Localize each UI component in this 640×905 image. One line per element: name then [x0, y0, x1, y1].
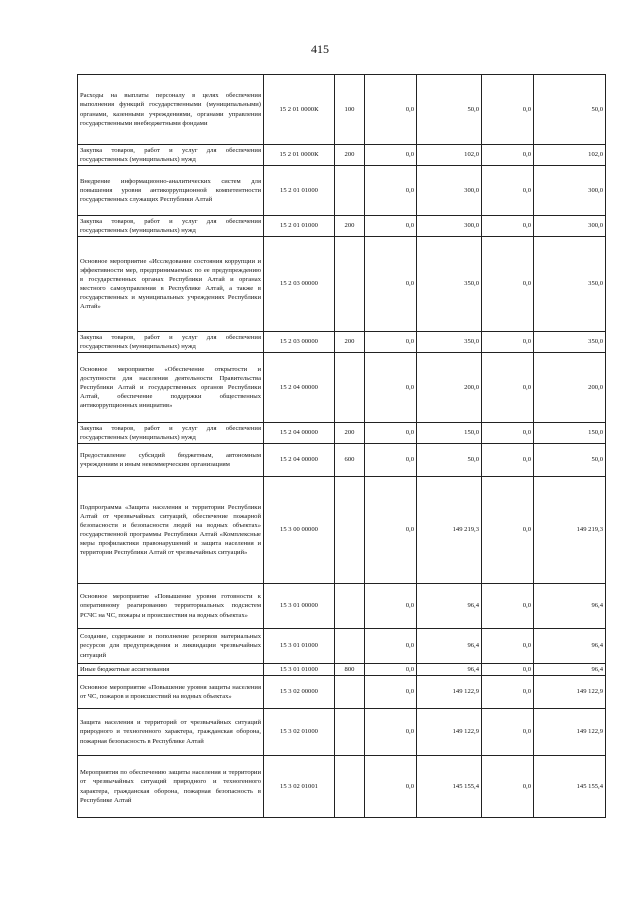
- row-code: 15 2 04 00000: [264, 423, 335, 444]
- row-type: 600: [335, 444, 365, 477]
- table-row: [78, 332, 606, 353]
- row-code: 15 2 01 01000: [264, 216, 335, 237]
- row-name: Основное мероприятие «Повышение уровня готовности к оперативному реагированию территориальных подсистем РСЧС на ЧС, пожары и происшествия на водных объектах»: [78, 584, 264, 629]
- row-value-3: 0,0: [482, 756, 534, 818]
- table-row: [78, 237, 606, 332]
- row-value-3: 0,0: [482, 629, 534, 664]
- row-type: 200: [335, 145, 365, 166]
- row-value-2: 102,0: [417, 145, 482, 166]
- row-value-2: 96,4: [417, 629, 482, 664]
- table-row: [78, 145, 606, 166]
- row-value-2: 350,0: [417, 237, 482, 332]
- row-value-3: 0,0: [482, 353, 534, 423]
- row-value-1: 0,0: [365, 676, 417, 709]
- row-value-4: 149 122,9: [534, 676, 606, 709]
- table-row: [78, 709, 606, 756]
- row-name: Расходы на выплаты персоналу в целях обеспечения выполнения функций государственными (муниципальными) органами, казенными учреждениями, органами управления государственными внебюджетными фондами: [78, 75, 264, 145]
- row-value-4: 300,0: [534, 166, 606, 216]
- row-code: 15 2 04 00000: [264, 353, 335, 423]
- row-value-3: 0,0: [482, 237, 534, 332]
- row-value-2: 350,0: [417, 332, 482, 353]
- row-code: 15 2 01 01000: [264, 166, 335, 216]
- row-type: [335, 584, 365, 629]
- row-value-3: 0,0: [482, 423, 534, 444]
- row-value-3: 0,0: [482, 676, 534, 709]
- row-code: 15 2 03 00000: [264, 332, 335, 353]
- row-name: Закупка товаров, работ и услуг для обеспечения государственных (муниципальных) нужд: [78, 423, 264, 444]
- row-value-4: 149 219,3: [534, 477, 606, 584]
- row-value-2: 149 122,9: [417, 676, 482, 709]
- table-body: [78, 75, 606, 818]
- row-type: 100: [335, 75, 365, 145]
- row-name: Внедрение информационно-аналитических систем для повышения уровня антикоррупционной компетентности государственных служащих Республики Алтай: [78, 166, 264, 216]
- row-value-4: 300,0: [534, 216, 606, 237]
- row-value-2: 149 122,9: [417, 709, 482, 756]
- row-type: [335, 629, 365, 664]
- table-row: [78, 676, 606, 709]
- row-value-1: 0,0: [365, 237, 417, 332]
- row-value-1: 0,0: [365, 75, 417, 145]
- table-row: [78, 75, 606, 145]
- row-value-1: 0,0: [365, 756, 417, 818]
- row-value-1: 0,0: [365, 477, 417, 584]
- row-name: Мероприятия по обеспечению защиты населения и территории от чрезвычайных ситуаций природного и техногенного характера, гражданская оборона, пожарная безопасность в Республике Алтай: [78, 756, 264, 818]
- row-type: [335, 756, 365, 818]
- row-value-1: 0,0: [365, 584, 417, 629]
- row-value-2: 50,0: [417, 75, 482, 145]
- row-name: Закупка товаров, работ и услуг для обеспечения государственных (муниципальных) нужд: [78, 145, 264, 166]
- row-value-4: 150,0: [534, 423, 606, 444]
- row-value-4: 200,0: [534, 353, 606, 423]
- table-row: [78, 477, 606, 584]
- row-value-3: 0,0: [482, 584, 534, 629]
- row-name: Иные бюджетные ассигнования: [78, 664, 264, 676]
- row-type: [335, 477, 365, 584]
- table-row: [78, 584, 606, 629]
- row-value-3: 0,0: [482, 145, 534, 166]
- row-value-1: 0,0: [365, 166, 417, 216]
- row-name: Создание, содержание и пополнение резервов материальных ресурсов для предупреждения и ликвидации чрезвычайных ситуаций: [78, 629, 264, 664]
- row-value-2: 145 155,4: [417, 756, 482, 818]
- row-value-2: 96,4: [417, 584, 482, 629]
- row-type: [335, 237, 365, 332]
- row-value-1: 0,0: [365, 216, 417, 237]
- row-value-4: 350,0: [534, 332, 606, 353]
- row-value-2: 149 219,3: [417, 477, 482, 584]
- row-value-2: 300,0: [417, 166, 482, 216]
- row-value-4: 96,4: [534, 629, 606, 664]
- row-value-3: 0,0: [482, 477, 534, 584]
- row-value-2: 50,0: [417, 444, 482, 477]
- row-code: 15 2 01 0000К: [264, 75, 335, 145]
- row-code: 15 3 01 01000: [264, 664, 335, 676]
- budget-table: [77, 74, 606, 818]
- table-row: [78, 166, 606, 216]
- row-value-3: 0,0: [482, 166, 534, 216]
- row-value-4: 149 122,9: [534, 709, 606, 756]
- table-row: [78, 423, 606, 444]
- row-name: Предоставление субсидий бюджетным, автономным учреждениям и иным некоммерческим организациям: [78, 444, 264, 477]
- row-value-3: 0,0: [482, 444, 534, 477]
- table-row: [78, 664, 606, 676]
- table-row: [78, 629, 606, 664]
- row-code: 15 2 03 00000: [264, 237, 335, 332]
- table-row: [78, 444, 606, 477]
- row-value-1: 0,0: [365, 332, 417, 353]
- row-value-1: 0,0: [365, 423, 417, 444]
- row-type: [335, 676, 365, 709]
- row-type: [335, 166, 365, 216]
- row-type: [335, 353, 365, 423]
- row-type: [335, 709, 365, 756]
- row-value-3: 0,0: [482, 216, 534, 237]
- row-name: Основное мероприятие «Исследование состояния коррупции и эффективности мер, предпринимаемых по ее предупреждению в государственных органах Республики Алтай и органах местного самоуправления в Республике Алтай, а также в государственных и муниципальных учреждениях Республики Алтай»: [78, 237, 264, 332]
- row-type: 200: [335, 423, 365, 444]
- row-value-1: 0,0: [365, 629, 417, 664]
- row-name: Основное мероприятие «Обеспечение открытости и доступности для населения деятельности Правительства Республики Алтай и государственных органов Республики Алтай, обеспечение поддержки общественных антикоррупционных инициатив»: [78, 353, 264, 423]
- row-value-4: 102,0: [534, 145, 606, 166]
- row-value-2: 200,0: [417, 353, 482, 423]
- row-value-4: 96,4: [534, 584, 606, 629]
- row-name: Закупка товаров, работ и услуг для обеспечения государственных (муниципальных) нужд: [78, 216, 264, 237]
- row-code: 15 3 01 00000: [264, 584, 335, 629]
- table-row: [78, 353, 606, 423]
- row-value-4: 145 155,4: [534, 756, 606, 818]
- row-value-1: 0,0: [365, 145, 417, 166]
- row-value-1: 0,0: [365, 444, 417, 477]
- row-code: 15 2 04 00000: [264, 444, 335, 477]
- row-value-4: 96,4: [534, 664, 606, 676]
- row-value-4: 350,0: [534, 237, 606, 332]
- row-code: 15 3 02 00000: [264, 676, 335, 709]
- row-value-2: 96,4: [417, 664, 482, 676]
- row-value-4: 50,0: [534, 75, 606, 145]
- row-name: Основное мероприятие «Повышение уровня защиты населения от ЧС, пожаров и происшествий на водных объектах»: [78, 676, 264, 709]
- row-name: Подпрограмма «Защита населения и территории Республики Алтай от чрезвычайных ситуаций, обеспечение пожарной безопасности и безопасности людей на водных объектах» государственной программы Республики Алтай «Комплексные меры профилактики правонарушений и защита населения и территории Республики Алтай от чрезвычайных ситуаций»: [78, 477, 264, 584]
- row-code: 15 3 02 01000: [264, 709, 335, 756]
- row-value-3: 0,0: [482, 332, 534, 353]
- row-code: 15 3 00 00000: [264, 477, 335, 584]
- table-row: [78, 216, 606, 237]
- row-value-4: 50,0: [534, 444, 606, 477]
- row-type: 200: [335, 216, 365, 237]
- row-code: 15 3 01 01000: [264, 629, 335, 664]
- row-value-2: 150,0: [417, 423, 482, 444]
- row-code: 15 3 02 01001: [264, 756, 335, 818]
- row-value-2: 300,0: [417, 216, 482, 237]
- row-value-1: 0,0: [365, 709, 417, 756]
- table-row: [78, 756, 606, 818]
- row-value-3: 0,0: [482, 709, 534, 756]
- row-value-3: 0,0: [482, 664, 534, 676]
- row-value-1: 0,0: [365, 664, 417, 676]
- row-value-1: 0,0: [365, 353, 417, 423]
- row-type: 200: [335, 332, 365, 353]
- row-name: Закупка товаров, работ и услуг для обеспечения государственных (муниципальных) нужд: [78, 332, 264, 353]
- row-type: 800: [335, 664, 365, 676]
- row-value-3: 0,0: [482, 75, 534, 145]
- row-code: 15 2 01 0000К: [264, 145, 335, 166]
- row-name: Защита населения и территорий от чрезвычайных ситуаций природного и техногенного характера, гражданская оборона, пожарная безопасность в Республике Алтай: [78, 709, 264, 756]
- page-number: 415: [311, 42, 329, 56]
